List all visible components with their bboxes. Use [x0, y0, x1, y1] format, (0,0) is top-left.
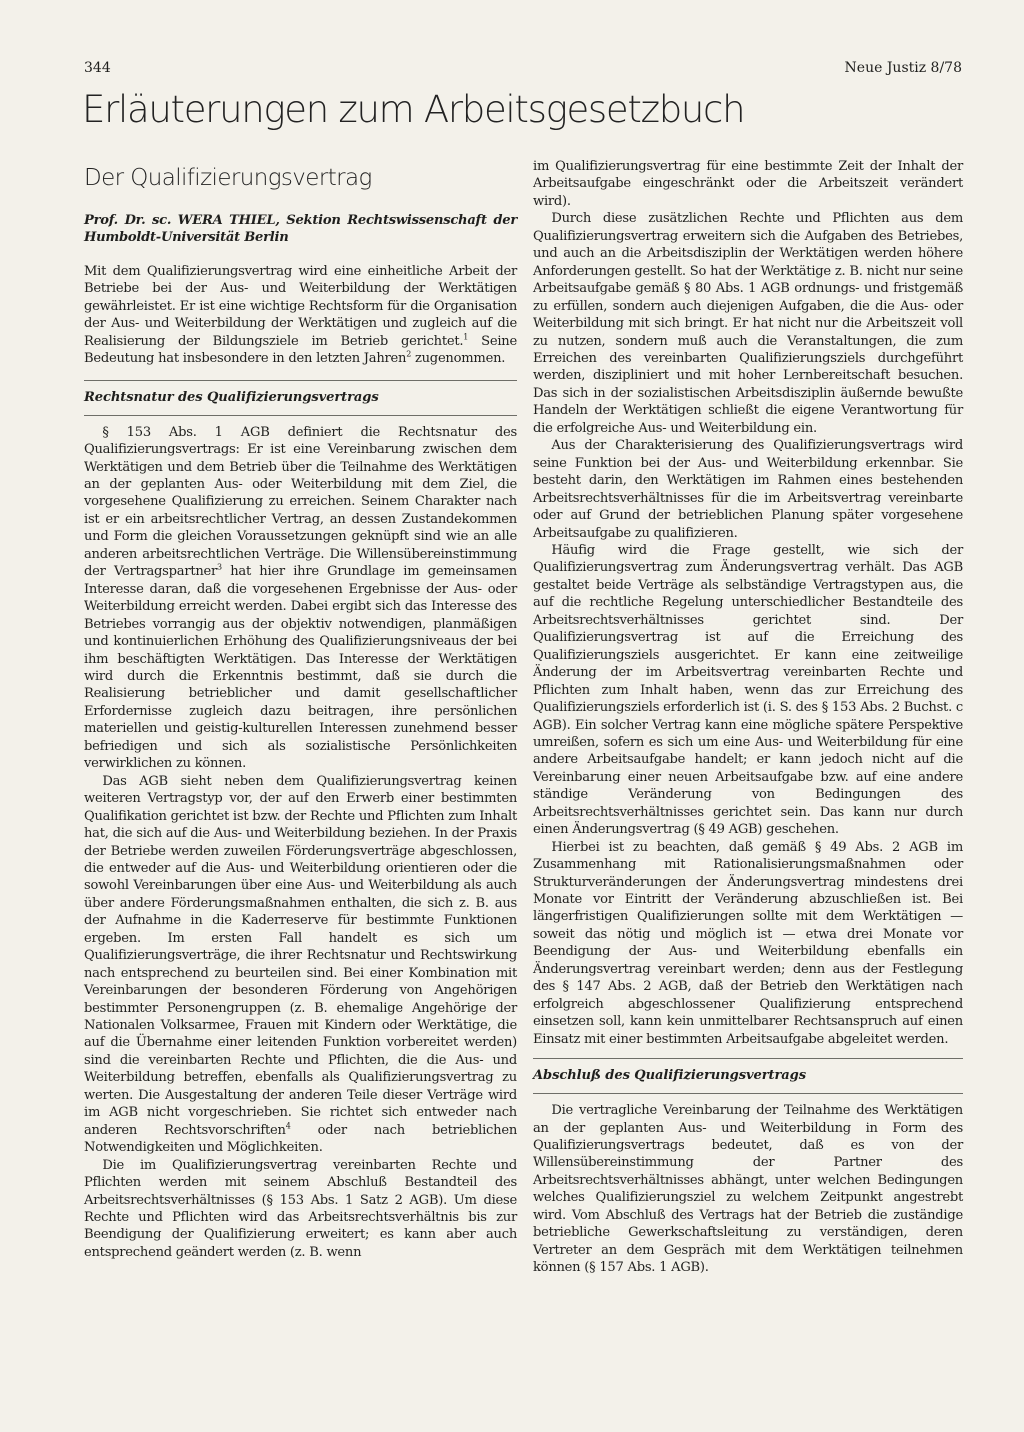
- lead-text-2: Seine Bedeutung hat insbesondere in den letzten Jahren: [84, 333, 517, 367]
- paragraph-text: § 153 Abs. 1 AGB definiert die Rechtsnatur des Qualifizierungsvertrags: Er ist eine Vereinbarung zwischen dem Werktätigen und dem Betrieb über die Teilnahme des Werktätigen an der geplanten Aus- oder Weiterbildung mit dem Ziel, die vorgesehene Qualifizierung zu erreichen. Seinem Charakter nach ist er ein arbeitsrechtlicher Vertrag, an dessen Zustandekommen und Form die gleichen Voraussetzungen geknüpft sind wie an alle anderen arbeitsrechtlichen Verträge. Die Willensübereinstimmung der Vertragspartner: [84, 424, 517, 580]
- paragraph-text: oder nach betrieblichen Notwendigkeiten und Möglichkeiten.: [84, 1122, 517, 1156]
- paragraph-text: hat hier ihre Grundlage im gemeinsamen Interesse daran, daß die vorgesehenen Ergebnisse der Aus- oder Weiterbildung erreicht werden. Dabei ergibt sich das Interesse des Betriebes vorrangig aus der objektiv notwendigen, planmäßigen und kontinuierlichen Erhöhung des Qualifizierungsniveaus der bei ihm beschäftigten Werktätigen. Das Interesse der Werktätigen wird durch die Erkenntnis bestimmt, daß sie durch die Realisierung betrieblicher und damit gesellschaftlicher Erfordernisse zugleich dazu beitragen, ihre persönlichen materiellen und geistig-kulturellen Interessen zunehmend besser befriedigen und sich als sozialistische Persönlichkeiten verwirklichen zu können.: [84, 564, 517, 772]
- page-header: [84, 60, 962, 80]
- body-paragraph: [84, 773, 517, 1157]
- footnote-ref-1: 1: [463, 332, 469, 342]
- footnote-ref-3: 3: [217, 562, 222, 572]
- body-paragraph: Die im Qualifizierungsvertrag vereinbarten Rechte und Pflichten werden mit seinem Abschluß Bestandteil des Arbeitsrechtsverhältnisses (§ 153 Abs. 1 Satz 2 AGB). Um diese Rechte und Pflichten wird das Arbeitsrechtsverhältnis bis zur Beendigung der Qualifizierung erweitert; es kann aber auch entsprechend geändert werden (z. B. wenn: [84, 1157, 517, 1260]
- footnote-ref-2: 2: [406, 349, 412, 359]
- body-paragraph: Häufig wird die Frage gestellt, wie sich der Qualifizierungsvertrag zum Änderungsvertrag verhält. Das AGB gestaltet beide Verträge als selbständige Vertragstypen aus, die auf die rechtliche Regelung unterschiedlicher Bestandteile des Arbeitsrechtsverhältnisses gerichtet sind. Der Qualifizierungsvertrag ist auf die Erreichung des Qualifizierungsziels ausgerichtet. Er kann eine zeitweilige Änderung der im Arbeitsvertrag vereinbarten Rechte und Pflichten zum Inhalt haben, wenn das zur Erreichung des Qualifizierungsziels erforderlich ist (i. S. des § 153 Abs. 2 Buchst. c AGB). Ein solcher Vertrag kann eine mögliche spätere Perspektive umreißen, sofern es sich um eine Aus- und Weiterbildung für eine andere Arbeitsaufgabe handelt; er kann jedoch nicht auf die Vereinbarung einer neuen Arbeitsaufgabe bzw. auf eine andere ständige Veränderung von Bedingungen des Arbeitsrechtsverhältnisses gerichtet sein. Das kann nur durch einen Änderungsvertrag (§ 49 AGB) geschehen.: [533, 542, 963, 838]
- author-byline: Prof. Dr. sc. WERA THIEL, Sektion Rechtswissenschaft der Humboldt-Universität Berlin: [84, 213, 517, 246]
- lead-text-1: Mit dem Qualifizierungsvertrag wird eine einheitliche Arbeit der Betriebe bei der Aus- und Weiterbildung der Werktätigen gewährleistet. Er ist eine wichtige Rechtsform für die Organisation der Aus- und Weiterbildung der Werktätigen und zugleich auf die Realisierung der Bildungsziele im Betrieb gerichtet.: [84, 263, 517, 349]
- body-paragraph: Hierbei ist zu beachten, daß gemäß § 49 Abs. 2 AGB im Zusammenhang mit Rationalisierungsmaßnahmen oder Strukturveränderungen der Änderungsvertrag mindestens drei Monate vor Eintritt der Veränderung abzuschließen ist. Bei längerfristigen Qualifizierungen sollte mit dem Werktätigen — soweit das nötig und möglich ist — etwa drei Monate vor Beendigung der Aus- und Weiterbildung ebenfalls ein Änderungsvertrag vereinbart werden; denn aus der Festlegung des § 147 Abs. 2 AGB, daß der Betrieb den Werktätigen nach erfolgreich abgeschlossener Qualifizierung entsprechend einsetzen soll, kann kein unmittelbarer Rechtsanspruch auf einen Einsatz mit einer bestimmten Arbeitsaufgabe abgeleitet werden.: [533, 839, 963, 1047]
- lead-text-3: zugenommen.: [411, 351, 506, 367]
- left-column: [84, 212, 517, 1261]
- footnote-ref-4: 4: [285, 1121, 291, 1131]
- journal-issue: Neue Justiz 8/78: [844, 60, 962, 76]
- article-title: Der Qualifizierungsvertrag: [84, 165, 372, 191]
- section-heading-abschluss: Abschluß des Qualifizierungsvertrags: [533, 1068, 806, 1084]
- section-heading-rechtsnatur: Rechtsnatur des Qualifizierungsvertrags: [84, 389, 379, 405]
- body-paragraph: Die vertragliche Vereinbarung der Teilnahme des Werktätigen an der geplanten Aus- und Weiterbildung in Form des Qualifizierungsvertrags bedeutet, daß es von der Willensübereinstimmung der Partner des Arbeitsrechtsverhältnisses abhängt, unter welchen Bedingungen welches Qualifizierungsziel zu welchem Zeitpunkt angestrebt wird. Vom Abschluß des Vertrags hat der Betrieb die zuständige betriebliche Gewerkschaftsleitung zu verständigen, deren Vertreter an dem Gespräch mit dem Werktätigen teilnehmen können (§ 157 Abs. 1 AGB).: [533, 1103, 963, 1276]
- body-paragraph: Durch diese zusätzlichen Rechte und Pflichten aus dem Qualifizierungsvertrag erweitern sich die Aufgaben des Betriebes, und auch an die Arbeitsdisziplin der Werktätigen werden höhere Anforderungen gestellt. So hat der Werktätige z. B. nicht nur seine Arbeitsaufgabe gemäß § 80 Abs. 1 AGB ordnungs- und fristgemäß zu erfüllen, sondern auch diejenigen Aufgaben, die die Aus- oder Weiterbildung mit sich bringt. Er hat nicht nur die Arbeitszeit voll zu nutzen, sondern muß auch die Veranstaltungen, die zum Erreichen des vereinbarten Qualifizierungsziels durchgeführt werden, diszipliniert und mit hoher Lernbereitschaft besuchen. Das sich in der sozialistischen Arbeitsdisziplin äußernde bewußte Handeln der Werktätigen schließt die eigene Verantwortung für die erfolgreiche Aus- und Weiterbildung ein.: [533, 211, 963, 436]
- lead-paragraph: [84, 263, 517, 368]
- series-title: Erläuterungen zum Arbeitsgesetzbuch: [82, 88, 745, 131]
- body-paragraph: im Qualifizierungsvertrag für eine bestimmte Zeit der Inhalt der Arbeitsaufgabe eingeschränkt oder die Arbeitszeit verändert wird).: [533, 159, 963, 209]
- paragraph-text: Das AGB sieht neben dem Qualifizierungsvertrag keinen weiteren Vertragstyp vor, der auf den Erwerb einer bestimmten Qualifikation gerichtet ist bzw. der Rechte und Pflichten zum Inhalt hat, die sich auf die Aus- und Weiterbildung beziehen. In der Praxis der Betriebe werden zuweilen Förderungsverträge abgeschlossen, die entweder auf die Aus- und Weiterbildung orientieren oder die sowohl Vereinbarungen über eine Aus- und Weiterbildung als auch über andere Förderungsmaßnahmen enthalten, die sich z. B. aus der Aufnahme in die Kaderreserve für bestimmte Funktionen ergeben. Im ersten Fall handelt es sich um Qualifizierungsverträge, die ihrer Rechtsnatur und Rechtswirkung nach entsprechend zu beurteilen sind. Bei einer Kombination mit Vereinbarungen der besonderen Förderung von Angehörigen bestimmter Personengruppen (z. B. ehemalige Angehörige der Nationalen Volksarmee, Frauen mit Kindern oder Werktätige, die auf die Übernahme einer leitenden Funktion vorbereitet werden) sind die vereinbarten Rechte und Pflichten, die die Aus- und Weiterbildung betreffen, ebenfalls als Qualifizierungsvertrag zu werten. Die Ausgestaltung der anderen Teile dieser Verträge wird im AGB nicht vorgeschrieben. Sie richtet sich entweder nach anderen Rechtsvorschriften: [84, 773, 517, 1138]
- body-paragraph: Aus der Charakterisierung des Qualifizierungsvertrags wird seine Funktion bei der Aus- und Weiterbildung erkennbar. Sie besteht darin, den Werktätigen im Rahmen eines bestehenden Arbeitsrechtsverhältnisses für die im Arbeitsvertrag vereinbarte oder auf Grund der betrieblichen Planung später vorgesehene Arbeitsaufgabe zu qualifizieren.: [533, 438, 963, 541]
- page-number: 344: [84, 60, 111, 76]
- body-paragraph: [84, 424, 517, 773]
- right-column: [533, 158, 963, 1277]
